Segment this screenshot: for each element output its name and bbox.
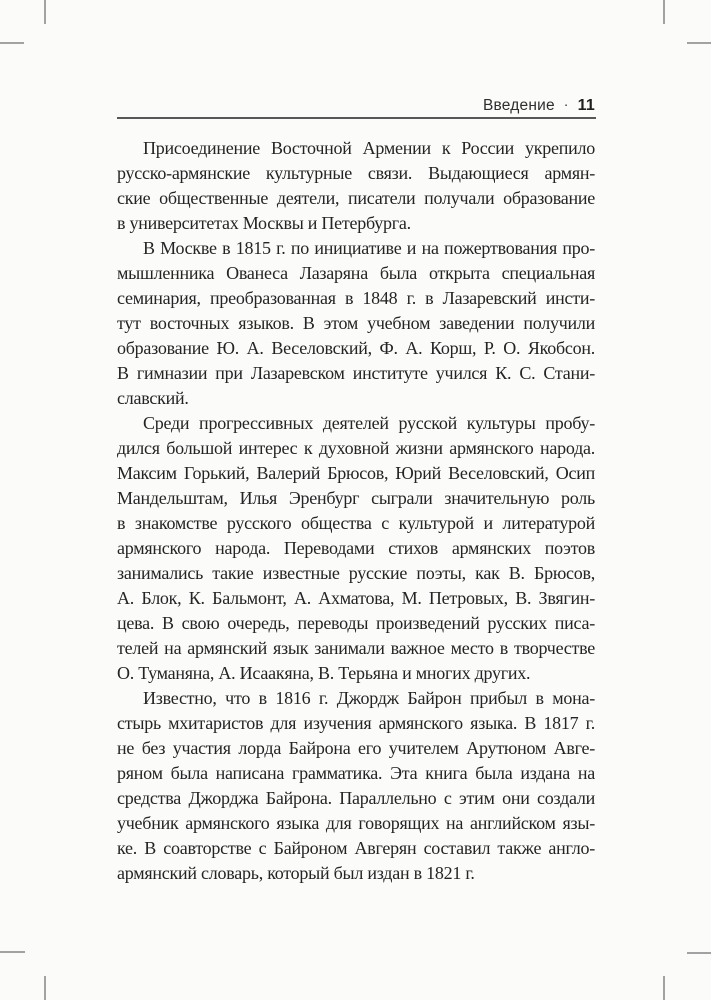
text-line: Известно, что в 1816 г. Джордж Байрон прибыл в мона- bbox=[143, 688, 595, 708]
crop-mark-top-left-vertical bbox=[44, 0, 46, 24]
crop-mark-top-right-vertical bbox=[663, 0, 665, 24]
text-line: цева. В свою очередь, переводы произведений русских писа- bbox=[117, 613, 595, 633]
text-line: ские общественные деятели, писатели получали образование bbox=[117, 188, 595, 208]
header-rule bbox=[117, 117, 596, 119]
crop-mark-bottom-left-horizontal bbox=[0, 951, 25, 953]
text-line: Среди прогрессивных деятелей русской культуры пробу- bbox=[143, 413, 595, 433]
text-line: учебник армянского языка для говорящих на английском язы- bbox=[117, 813, 595, 833]
crop-mark-top-left-horizontal bbox=[0, 42, 24, 44]
text-line: занимались такие известные русские поэты, как В. Брюсов, bbox=[117, 563, 595, 583]
text-line: дился большой интерес к духовной жизни армянского народа. bbox=[117, 438, 595, 458]
crop-mark-top-right-horizontal bbox=[687, 42, 711, 44]
crop-mark-bottom-right-vertical bbox=[663, 976, 665, 1000]
text-line: О. Туманяна, А. Исаакяна, В. Терьяна и многих других. bbox=[117, 663, 531, 683]
text-line: тут восточных языков. В этом учебном заведении получили bbox=[117, 313, 595, 333]
text-line: армянский словарь, который был издан в 1821 г. bbox=[117, 863, 475, 883]
header-separator: · bbox=[563, 96, 569, 112]
paragraph bbox=[117, 411, 595, 686]
text-line: семинария, преобразованная в 1848 г. в Лазаревский инсти- bbox=[117, 288, 595, 308]
text-line: ке. В соавторстве с Байроном Авгерян составил также англо- bbox=[117, 838, 595, 858]
text-line: А. Блок, К. Бальмонт, А. Ахматова, М. Петровых, В. Звягин- bbox=[117, 588, 595, 608]
text-line: В гимназии при Лазаревском институте учился К. С. Стани- bbox=[117, 363, 595, 383]
text-line: стырь мхитаристов для изучения армянского языка. В 1817 г. bbox=[117, 713, 595, 733]
crop-mark-bottom-left-vertical bbox=[44, 976, 46, 1000]
text-line: Присоединение Восточной Армении к России укрепило bbox=[143, 138, 595, 158]
text-line: мышленника Ованеса Лазаряна была открыта специальная bbox=[117, 263, 595, 283]
text-line: русско-армянские культурные связи. Выдающиеся армян- bbox=[117, 163, 595, 183]
paragraph bbox=[117, 136, 595, 236]
running-header bbox=[117, 94, 595, 114]
text-line: Максим Горький, Валерий Брюсов, Юрий Веселовский, Осип bbox=[117, 463, 595, 483]
section-title: Введение bbox=[483, 97, 555, 114]
text-line: В Москве в 1815 г. по инициативе и на пожертвования про- bbox=[143, 238, 595, 258]
text-line: образование Ю. А. Веселовский, Ф. А. Корш, Р. О. Якобсон. bbox=[117, 338, 595, 358]
text-line: армянского народа. Переводами стихов армянских поэтов bbox=[117, 538, 595, 558]
text-line: средства Джорджа Байрона. Параллельно с этим они создали bbox=[117, 788, 595, 808]
text-line: телей на армянский язык занимали важное место в творчестве bbox=[117, 638, 595, 658]
text-line: славский. bbox=[117, 388, 189, 408]
text-line: в университетах Москвы и Петербурга. bbox=[117, 213, 411, 233]
text-line: ряном была написана грамматика. Эта книга была издана на bbox=[117, 763, 595, 783]
crop-mark-bottom-right-horizontal bbox=[687, 952, 711, 954]
paragraph bbox=[117, 236, 595, 411]
text-line: в знакомстве русского общества с культурой и литературой bbox=[117, 513, 595, 533]
body-text bbox=[117, 136, 595, 886]
text-line: не без участия лорда Байрона его учителем Арутюном Авге- bbox=[117, 738, 595, 758]
text-line: Мандельштам, Илья Эренбург сыграли значительную роль bbox=[117, 488, 595, 508]
page-number: 11 bbox=[577, 97, 595, 114]
paragraph bbox=[117, 686, 595, 886]
